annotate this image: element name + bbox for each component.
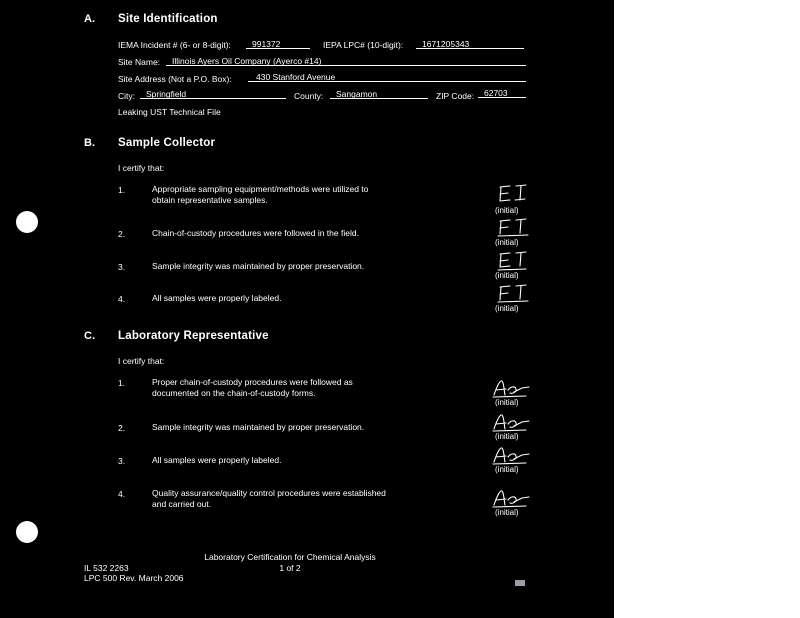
section-b-certify: I certify that:	[118, 163, 165, 173]
b-item-2-number: 2.	[118, 229, 126, 239]
c-item-3-text: All samples were properly labeled.	[152, 455, 282, 465]
c-item-2-text: Sample integrity was maintained by proper preservation.	[152, 422, 365, 432]
b-item-3-text: Sample integrity was maintained by proper preservation.	[152, 261, 365, 271]
c-item-4-number: 4.	[118, 489, 126, 499]
c-initial-3-signature	[492, 445, 532, 467]
c-item-2-number: 2.	[118, 423, 126, 433]
binder-hole-bottom	[16, 521, 38, 543]
footer-page-number: 1 of 2	[279, 563, 301, 573]
c-initial-1-signature	[492, 378, 532, 400]
b-initial-3-signature	[496, 250, 530, 272]
section-a-letter: A.	[84, 13, 95, 25]
section-c-title: Laboratory Representative	[118, 330, 269, 342]
city-label: City:	[118, 91, 135, 101]
zip-field: 62703	[478, 88, 526, 98]
b-initial-4-label: (initial)	[495, 304, 519, 313]
city-field: Springfield	[140, 89, 286, 99]
section-c-letter: C.	[84, 330, 95, 342]
county-field: Sangamon	[330, 89, 428, 99]
iema-label: IEMA Incident # (6- or 8-digit):	[118, 40, 231, 50]
footer-form-id: IL 532 2263	[84, 563, 129, 573]
b-initial-2-label: (initial)	[495, 238, 519, 247]
binder-hole-top	[16, 211, 38, 233]
b-initial-3-label: (initial)	[495, 271, 519, 280]
section-b-title: Sample Collector	[118, 137, 216, 149]
c-item-1-text: Proper chain-of-custody procedures were followed as documented on the chain-of-custody forms.	[152, 377, 353, 398]
footer-form-revision: LPC 500 Rev. March 2006	[84, 573, 184, 583]
c-initial-1-label: (initial)	[495, 398, 519, 407]
site-address-label: Site Address (Not a P.O. Box):	[118, 74, 232, 84]
b-item-2-text: Chain-of-custody procedures were followed in the field.	[152, 228, 359, 238]
iema-field: 991372	[246, 39, 310, 49]
b-item-1-text: Appropriate sampling equipment/methods were utilized to obtain representative samples.	[152, 184, 369, 205]
site-name-label: Site Name:	[118, 57, 161, 67]
c-item-1-number: 1.	[118, 378, 126, 388]
b-item-4-text: All samples were properly labeled.	[152, 293, 282, 303]
site-name-field: Illinois Ayers Oil Company (Ayerco #14)	[166, 56, 526, 66]
site-address-field: 430 Stanford Avenue	[248, 72, 526, 82]
c-initial-2-signature	[492, 412, 532, 434]
b-item-4-number: 4.	[118, 294, 126, 304]
section-a-title: Site Identification	[118, 13, 218, 25]
b-item-1-number: 1.	[118, 185, 126, 195]
iepa-label: IEPA LPC# (10-digit):	[323, 40, 404, 50]
county-label: County:	[294, 91, 324, 101]
section-b-letter: B.	[84, 137, 95, 149]
b-initial-4-signature	[496, 283, 530, 305]
b-item-3-number: 3.	[118, 262, 126, 272]
c-initial-3-label: (initial)	[495, 465, 519, 474]
footer-title: Laboratory Certification for Chemical Analysis	[204, 552, 376, 562]
zip-label: ZIP Code:	[436, 91, 475, 101]
c-initial-2-label: (initial)	[495, 432, 519, 441]
section-c-certify: I certify that:	[118, 356, 165, 366]
file-label: Leaking UST Technical File	[118, 107, 221, 117]
b-initial-1-signature	[496, 183, 530, 205]
iepa-field: 1671205343	[416, 39, 524, 49]
c-initial-4-signature	[492, 488, 532, 510]
b-initial-1-label: (initial)	[495, 206, 519, 215]
c-item-4-text: Quality assurance/quality control procedures were established and carried out.	[152, 488, 386, 509]
c-item-3-number: 3.	[118, 456, 126, 466]
b-initial-2-signature	[496, 217, 530, 239]
scan-stamp	[515, 580, 525, 586]
c-initial-4-label: (initial)	[495, 508, 519, 517]
